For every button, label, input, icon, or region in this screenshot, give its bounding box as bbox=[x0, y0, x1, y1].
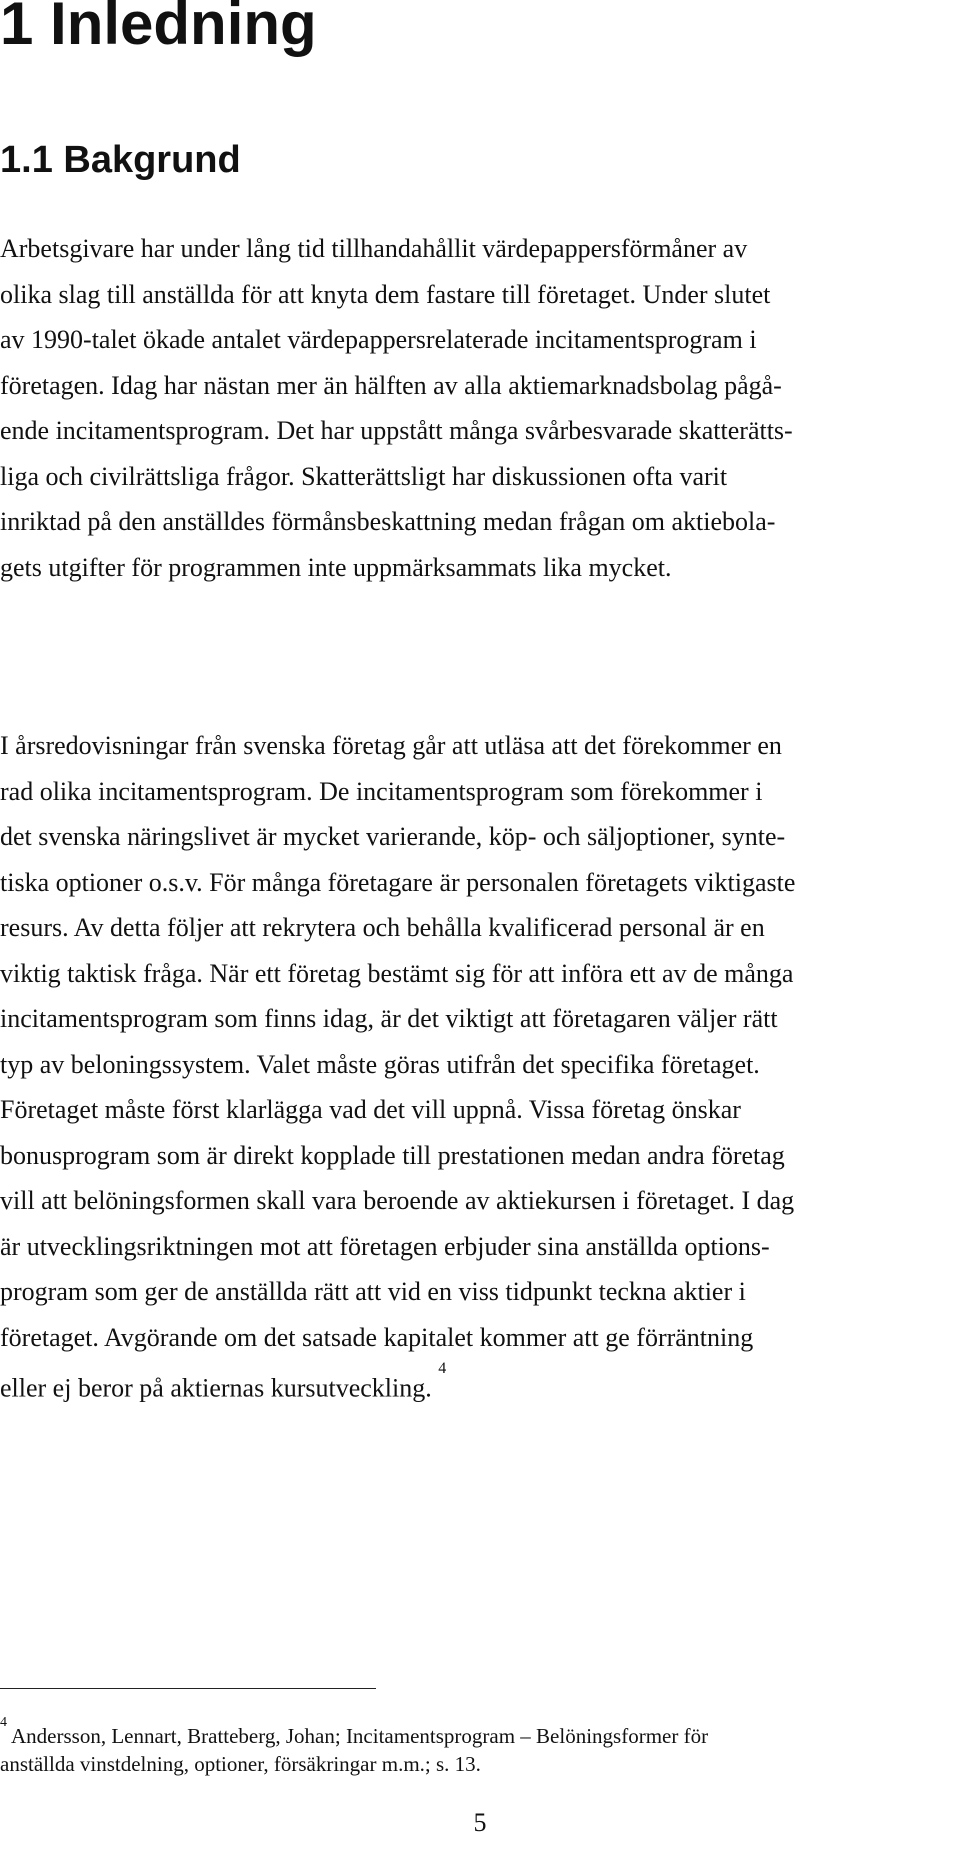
text-line: ende incitamentsprogram. Det har uppstått många svårbesvarade skatterätts- bbox=[0, 416, 793, 445]
text-line: Företaget måste först klarlägga vad det vill uppnå. Vissa företag önskar bbox=[0, 1095, 741, 1124]
footnote-reference[interactable]: 4 bbox=[438, 1360, 447, 1377]
footnote-text-1: Andersson, Lennart, Bratteberg, Johan; Incitamentsprogram – Belöningsformer för bbox=[11, 1724, 709, 1748]
text-line: I årsredovisningar från svenska företag går att utläsa att det förekommer en bbox=[0, 731, 782, 760]
text-line: bonusprogram som är direkt kopplade till prestationen medan andra företag bbox=[0, 1140, 785, 1170]
text-line: inriktad på den anställdes förmånsbeskattning medan frågan om aktiebola- bbox=[0, 507, 776, 536]
text-line: gets utgifter för programmen inte uppmärksammats lika mycket. bbox=[0, 552, 672, 582]
text-line: företaget. Avgörande om det satsade kapitalet kommer att ge förräntning bbox=[0, 1322, 754, 1352]
footnote bbox=[0, 1715, 960, 1778]
text-line: viktig taktisk fråga. När ett företag bestämt sig för att införa ett av de många bbox=[0, 958, 794, 988]
text-line: vill att belöningsformen skall vara beroende av aktiekursen i företaget. I dag bbox=[0, 1186, 795, 1215]
paragraph-background-2 bbox=[0, 723, 960, 1411]
footnote-marker: 4 bbox=[0, 1715, 7, 1730]
text-line: olika slag till anställda för att knyta dem fastare till företaget. Under slutet bbox=[0, 279, 771, 309]
text-line: rad olika incitamentsprogram. De incitamentsprogram som förekommer i bbox=[0, 776, 763, 806]
text-line: program som ger de anställda rätt att vid en viss tidpunkt teckna aktier i bbox=[0, 1277, 746, 1306]
text-line: tiska optioner o.s.v. För många företagare är personalen företagets viktigaste bbox=[0, 867, 796, 897]
text-line: företagen. Idag har nästan mer än hälften av alla aktiemarknadsbolag pågå- bbox=[0, 370, 782, 400]
text-line: av 1990-talet ökade antalet värdepappersrelaterade incitamentsprogram i bbox=[0, 325, 757, 354]
last-line-text: eller ej beror på aktiernas kursutveckling. bbox=[0, 1373, 432, 1403]
text-line-last bbox=[0, 1360, 960, 1411]
footnote-separator bbox=[0, 1688, 376, 1689]
text-line: Arbetsgivare har under lång tid tillhandahållit värdepappersförmåner av bbox=[0, 234, 748, 263]
text-line: resurs. Av detta följer att rekrytera och behålla kvalificerad personal är en bbox=[0, 913, 765, 942]
paragraph-background-1 bbox=[0, 226, 960, 590]
section-heading: 1.1 Bakgrund bbox=[0, 139, 241, 181]
chapter-heading: 1 Inledning bbox=[0, 0, 317, 57]
page-number: 5 bbox=[473, 1808, 487, 1837]
text-line: det svenska näringslivet är mycket varierande, köp- och säljoptioner, synte- bbox=[0, 822, 786, 851]
footnote-line-2: anställda vinstdelning, optioner, försäkringar m.m.; s. 13. bbox=[0, 1752, 481, 1776]
text-line: incitamentsprogram som finns idag, är det viktigt att företagaren väljer rätt bbox=[0, 1004, 778, 1033]
text-line: liga och civilrättsliga frågor. Skatterättsligt har diskussionen ofta varit bbox=[0, 461, 728, 491]
text-line: typ av beloningssystem. Valet måste göras utifrån det specifika företaget. bbox=[0, 1049, 760, 1079]
text-line: är utvecklingsriktningen mot att företagen erbjuder sina anställda options- bbox=[0, 1231, 770, 1261]
footnote-line-1 bbox=[0, 1715, 960, 1750]
